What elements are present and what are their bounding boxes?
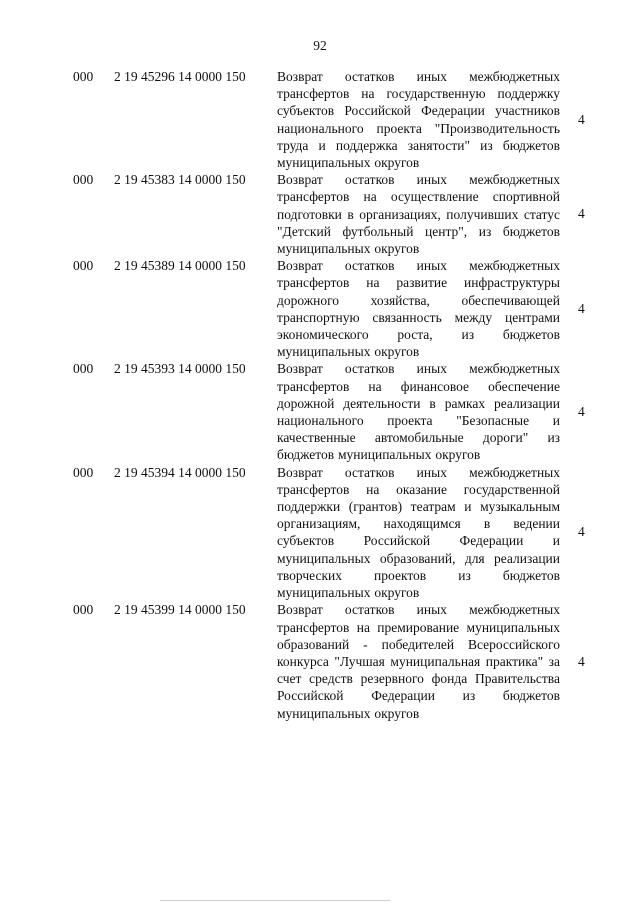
budget-classification-code: 2 19 45296 14 0000 150: [114, 69, 246, 84]
admin-code: 000: [73, 602, 94, 618]
row-description: Возврат остатков иных межбюджетных трансфертов на оказание государственной поддержки (грантов) театрам и музыкальным организациям, находящимся в ведении субъектов Российской Федерации и муниципальных образований, для реализации творческих проектов из бюджетов муниципальных округов: [277, 464, 560, 601]
table-row: [0, 171, 640, 257]
admin-code: 000: [73, 172, 94, 188]
budget-classification-code: 2 19 45399 14 0000 150: [114, 602, 246, 618]
row-description: Возврат остатков иных межбюджетных трансфертов на государственную поддержку субъектов Российской Федерации участников национального проекта "Производительность труда и поддержка занятости" из бюджетов муниципальных округов: [277, 69, 560, 171]
row-description: Возврат остатков иных межбюджетных трансфертов на финансовое обеспечение дорожной деятельности в рамках реализации национального проекта "Безопасные и качественные автомобильные дороги" из бюджетов муниципальных округов: [277, 361, 560, 463]
row-value: 4: [578, 653, 585, 669]
budget-classification-code: 2 19 45394 14 0000 150: [114, 464, 246, 480]
admin-code: 000: [73, 464, 94, 480]
row-value: 4: [578, 524, 585, 540]
row-description: Возврат остатков иных межбюджетных трансфертов на премирование муниципальных образований - победителей Всероссийского конкурса "Лучшая муниципальная практика" за счет средств резервного фонда Правительства Российской Федерации из бюджетов муниципальных округов: [277, 602, 560, 721]
row-description: Возврат остатков иных межбюджетных трансфертов на осуществление спортивной подготовки в организациях, получивших статус "Детский футбольный центр", из бюджетов муниципальных округов: [277, 172, 560, 257]
row-value: 4: [578, 111, 585, 127]
row-value: 4: [578, 206, 585, 222]
table-row: [0, 601, 640, 721]
budget-code-table: [0, 68, 640, 722]
budget-classification-code: 2 19 45389 14 0000 150: [114, 258, 246, 274]
row-description: Возврат остатков иных межбюджетных трансфертов на развитие инфраструктуры дорожного хозяйства, обеспечивающей транспортную связанность между центрами экономического роста, из бюджетов муниципальных округов: [277, 258, 560, 360]
table-row: [0, 68, 640, 171]
row-value: 4: [578, 404, 585, 420]
admin-code: 000: [73, 258, 94, 274]
table-row: [0, 464, 640, 602]
table-row: [0, 257, 640, 360]
scan-edge-line: [160, 900, 390, 901]
budget-classification-code: 2 19 45383 14 0000 150: [114, 172, 246, 188]
budget-classification-code: 2 19 45393 14 0000 150: [114, 361, 246, 377]
table-row: [0, 360, 640, 463]
row-value: 4: [578, 300, 585, 316]
page-number: 92: [313, 38, 327, 53]
admin-code: 000: [73, 361, 94, 377]
admin-code: 000: [73, 69, 94, 84]
